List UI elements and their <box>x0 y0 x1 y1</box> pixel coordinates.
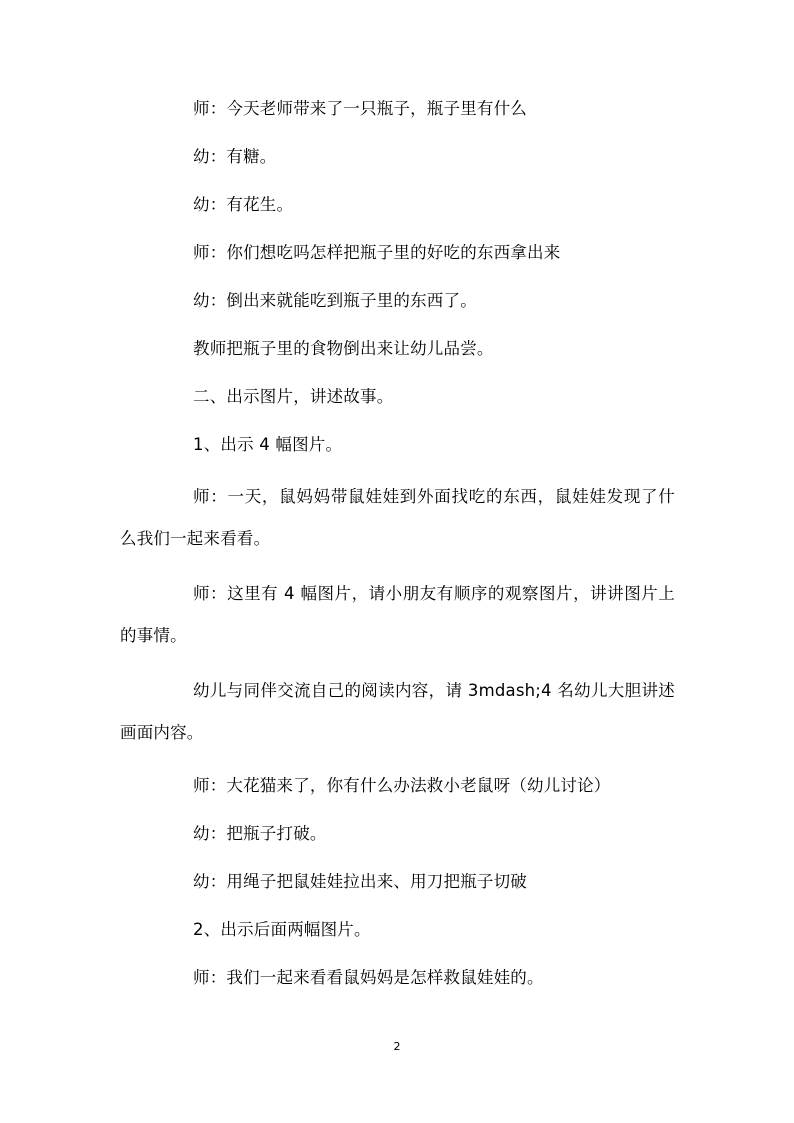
paragraph-12: 师：大花猫来了，你有什么办法救小老鼠呀（幼儿讨论） <box>193 776 611 795</box>
paragraph-16: 师：我们一起来看看鼠妈妈是怎样救鼠娃娃的。 <box>193 968 544 987</box>
paragraph-4: 师：你们想吃吗怎样把瓶子里的好吃的东西拿出来 <box>193 243 561 262</box>
paragraph-14: 幼：用绳子把鼠娃娃拉出来、用刀把瓶子切破 <box>193 872 527 891</box>
paragraph-3: 幼：有花生。 <box>193 195 294 214</box>
subheading-2: 2、出示后面两幅图片。 <box>193 920 371 939</box>
paragraph-6: 教师把瓶子里的食物倒出来让幼儿品尝。 <box>193 339 494 358</box>
section-heading-2: 二、出示图片，讲述故事。 <box>193 387 394 406</box>
paragraph-13: 幼：把瓶子打破。 <box>193 824 327 843</box>
paragraph-11: 幼儿与同伴交流自己的阅读内容，请 3mdash;4 名幼儿大胆讲述画面内容。 <box>120 681 675 742</box>
paragraph-1: 师：今天老师带来了一只瓶子，瓶子里有什么 <box>193 99 527 118</box>
paragraph-9: 师：一天，鼠妈妈带鼠娃娃到外面找吃的东西，鼠娃娃发现了什么我们一起来看看。 <box>120 487 675 548</box>
subheading-1: 1、出示 4 幅图片。 <box>193 435 343 454</box>
paragraph-10: 师：这里有 4 幅图片，请小朋友有顺序的观察图片，讲讲图片上的事情。 <box>120 584 675 645</box>
page-number: 2 <box>393 1040 401 1053</box>
paragraph-2: 幼：有糖。 <box>193 147 277 166</box>
paragraph-5: 幼：倒出来就能吃到瓶子里的东西了。 <box>193 291 477 310</box>
